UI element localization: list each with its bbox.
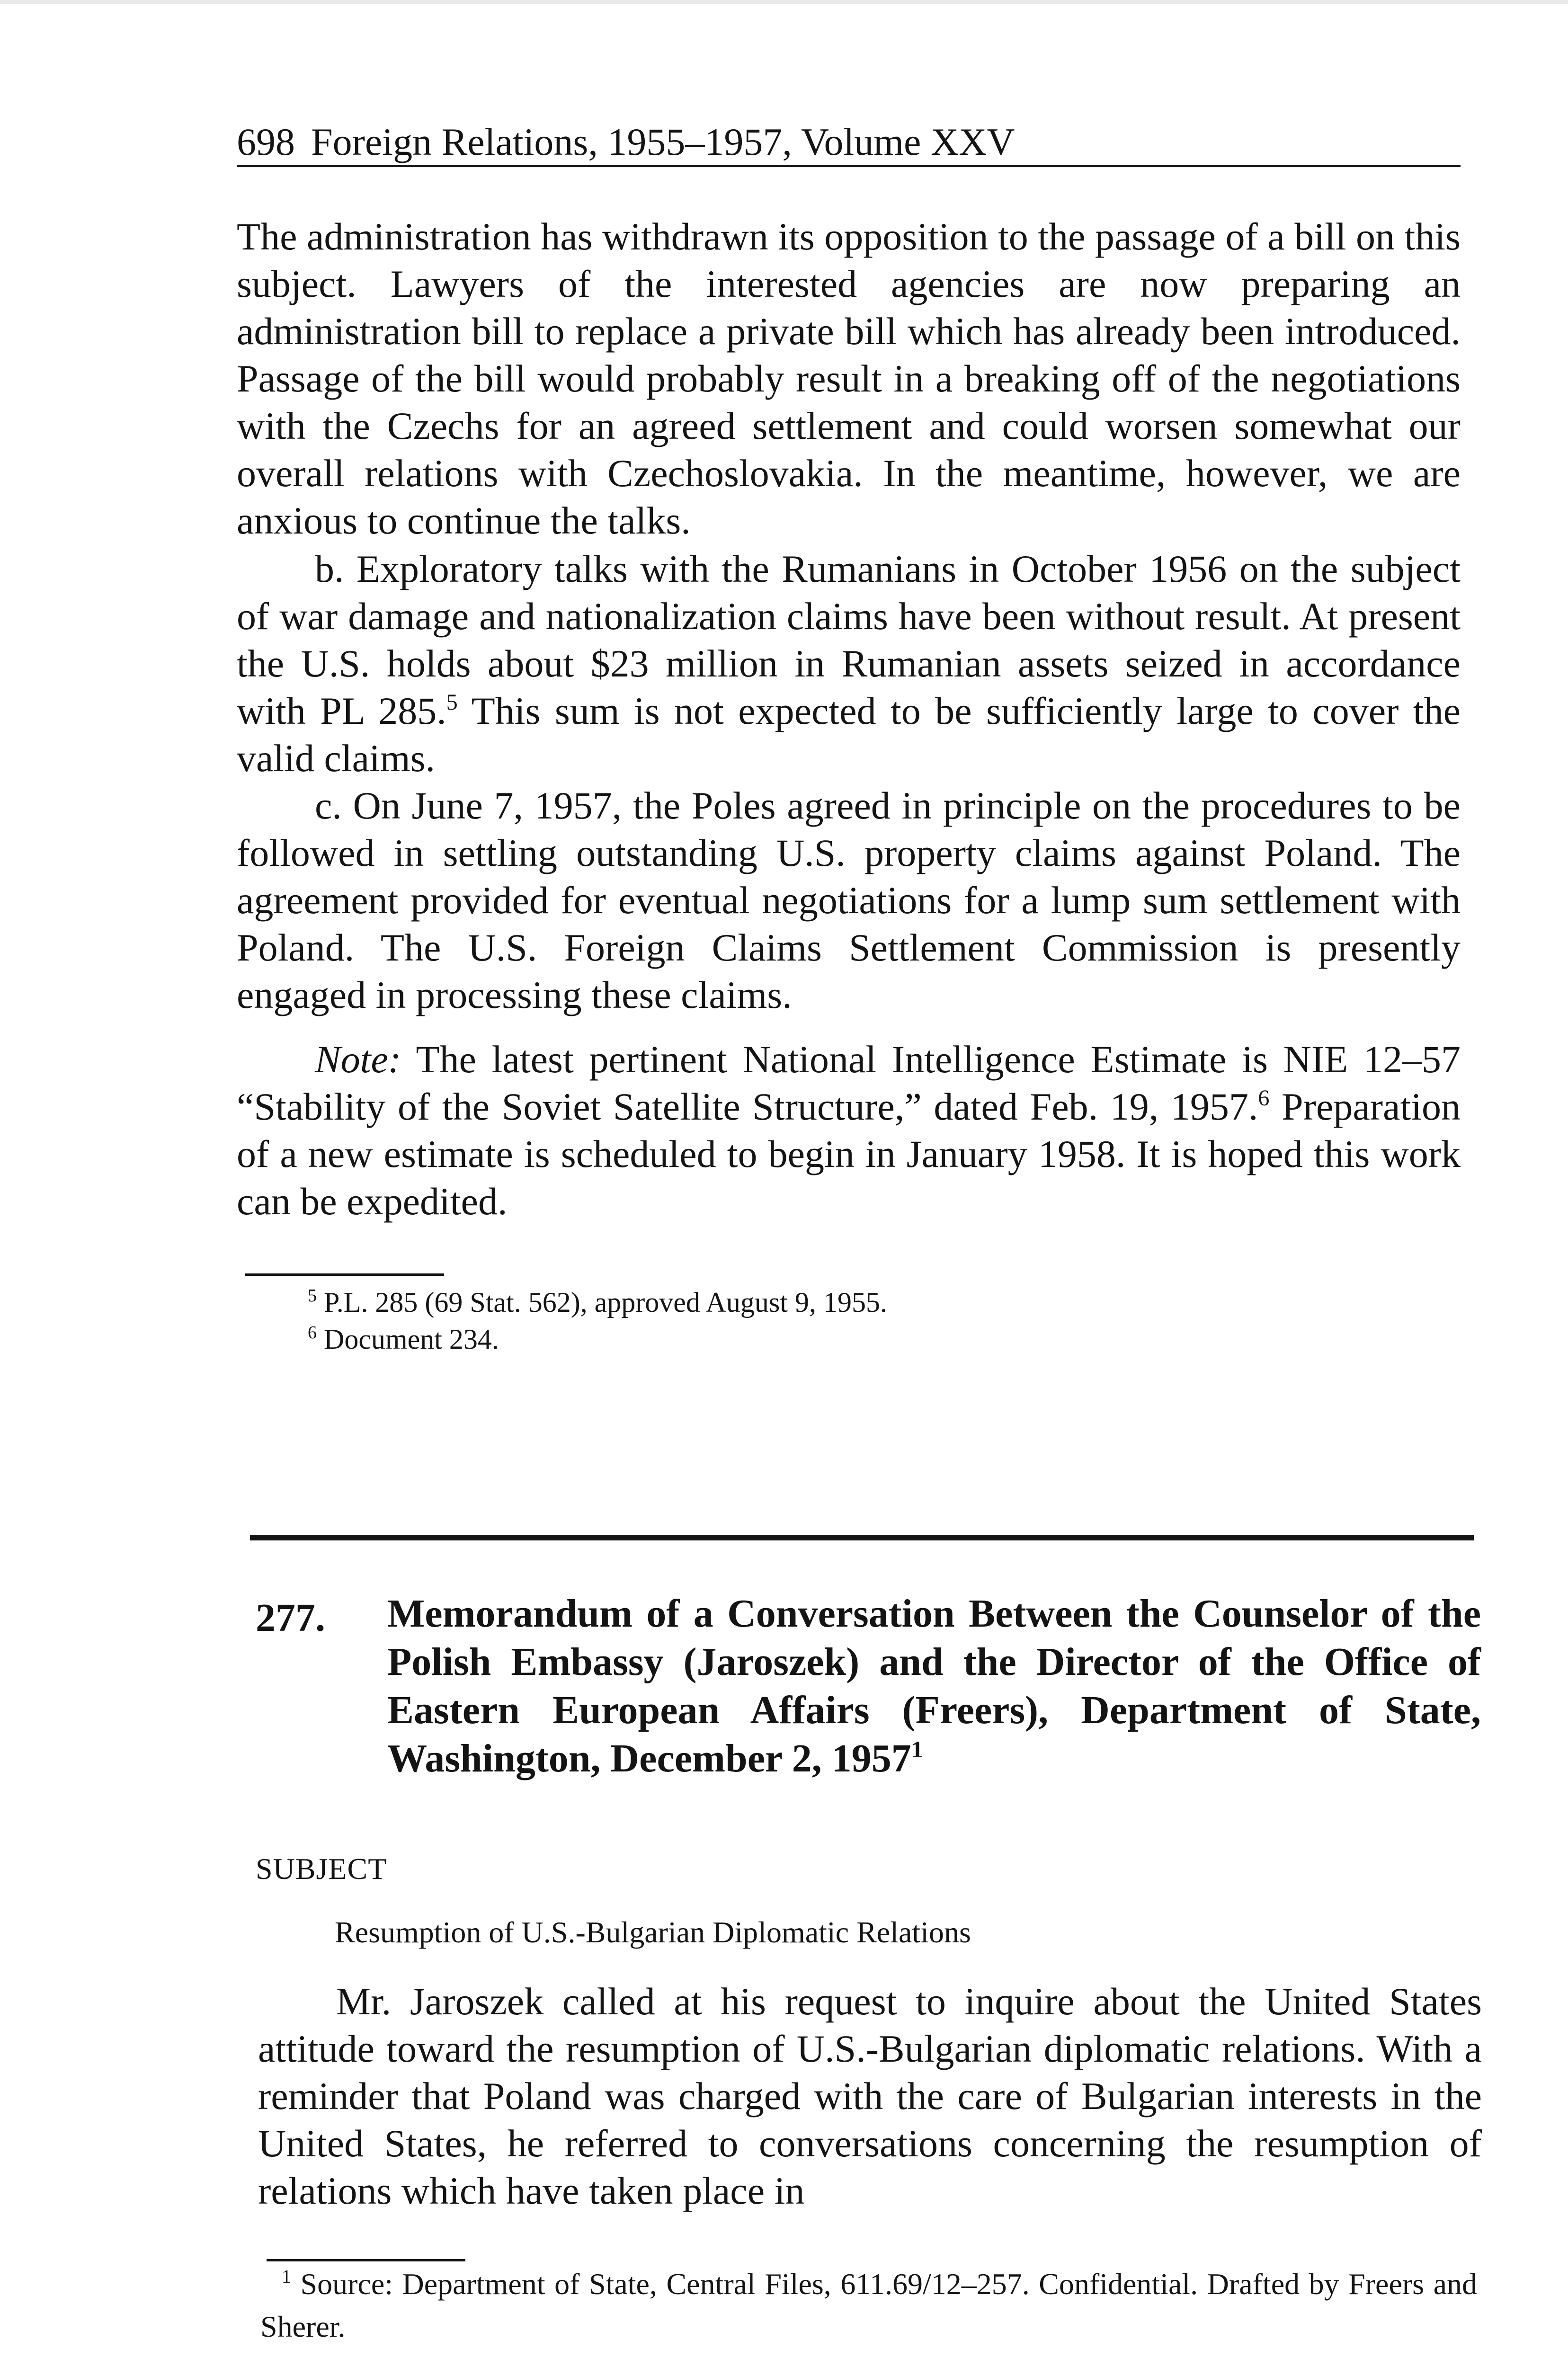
document-title-text: Memorandum of a Conversation Between the Counselor of the Polish Embassy (Jaroszek) and the Director of the Office of Eastern European Affairs (Freers), Department of State, Washington, December 2, 1957 [387,1592,1481,1780]
note-lead: Note: [315,1038,401,1081]
paragraph-rumanian-claims [237,545,1461,782]
paragraph-note [237,1036,1461,1225]
paragraph-rumanian-text-cont: This sum is not expected to be sufficiently large to cover the valid claims. [237,689,1461,780]
footnote-5 [308,1284,1349,1321]
footnote-divider [245,1273,444,1276]
subject-label: SUBJECT [256,1852,387,1886]
note-text: The latest pertinent National Intelligence Estimate is NIE 12–57 “Stability of the Soviet Satellite Structure,” dated Feb. 19, 1957. [237,1038,1461,1128]
note-text-cont: Preparation of a new estimate is scheduled to begin in January 1958. It is hoped this work can be expedited. [237,1085,1461,1223]
footnote-ref-1: 1 [911,1736,923,1762]
volume-title: Foreign Relations, 1955–1957, Volume XXV [311,120,1015,163]
running-head [237,119,1461,167]
document-divider [250,1535,1474,1540]
paragraph-rumanian-text: b. Exploratory talks with the Rumanians in October 1956 on the subject of war damage and nationalization claims have been without result. At present the U.S. holds about $23 million in Rumanian assets seized in accordance with PL 285. [237,547,1461,732]
source-footnote [260,2263,1477,2348]
page-edge [0,0,1568,4]
page-number: 698 [237,120,295,163]
footnotes [308,1284,1349,1358]
footnote-6 [308,1321,1349,1358]
source-footnote-mark: 1 [282,2266,291,2287]
footnote-text-5: P.L. 285 (69 Stat. 562), approved August 9, 1955. [324,1287,887,1318]
paragraph-administration: The administration has withdrawn its opposition to the passage of a bill on this subject. Lawyers of the interested agencies are now preparing an administration bill to replace a private bill which has already been introduced. Passage of the bill would probably result in a breaking off of the negotiations with the Czechs for an agreed settlement and could worsen somewhat our overall relations with Czechoslovakia. In the meantime, however, we are anxious to continue the talks. [237,215,1461,542]
paragraph-polish-claims: c. On June 7, 1957, the Poles agreed in principle on the procedures to be followed in settling outstanding U.S. property claims against Poland. The agreement provided for eventual negotiations for a lump sum settlement with Poland. The U.S. Foreign Claims Settlement Commission is presently engaged in processing these claims. [237,784,1461,1016]
footnote-mark-5: 5 [308,1286,317,1306]
document-number: 277. [256,1596,325,1640]
source-footnote-divider [267,2259,465,2261]
footnote-ref-6: 6 [1258,1086,1270,1111]
footnote-ref-5: 5 [446,690,458,715]
paragraph-jaroszek: Mr. Jaroszek called at his request to inquire about the United States attitude toward the resumption of U.S.-Bulgarian diplomatic relations. With a reminder that Poland was charged with the care of Bulgarian interests in the United States, he referred to conversations concerning the resumption of relations which have taken place in [258,1980,1482,2212]
document-title [387,1590,1481,1783]
source-footnote-text: Source: Department of State, Central Files, 611.69/12–257. Confidential. Drafted by Freers and Sherer. [260,2267,1478,2343]
footnote-text-6: Document 234. [324,1324,499,1355]
subject-text: Resumption of U.S.-Bulgarian Diplomatic Relations [335,1915,971,1949]
footnote-mark-6: 6 [308,1323,317,1343]
